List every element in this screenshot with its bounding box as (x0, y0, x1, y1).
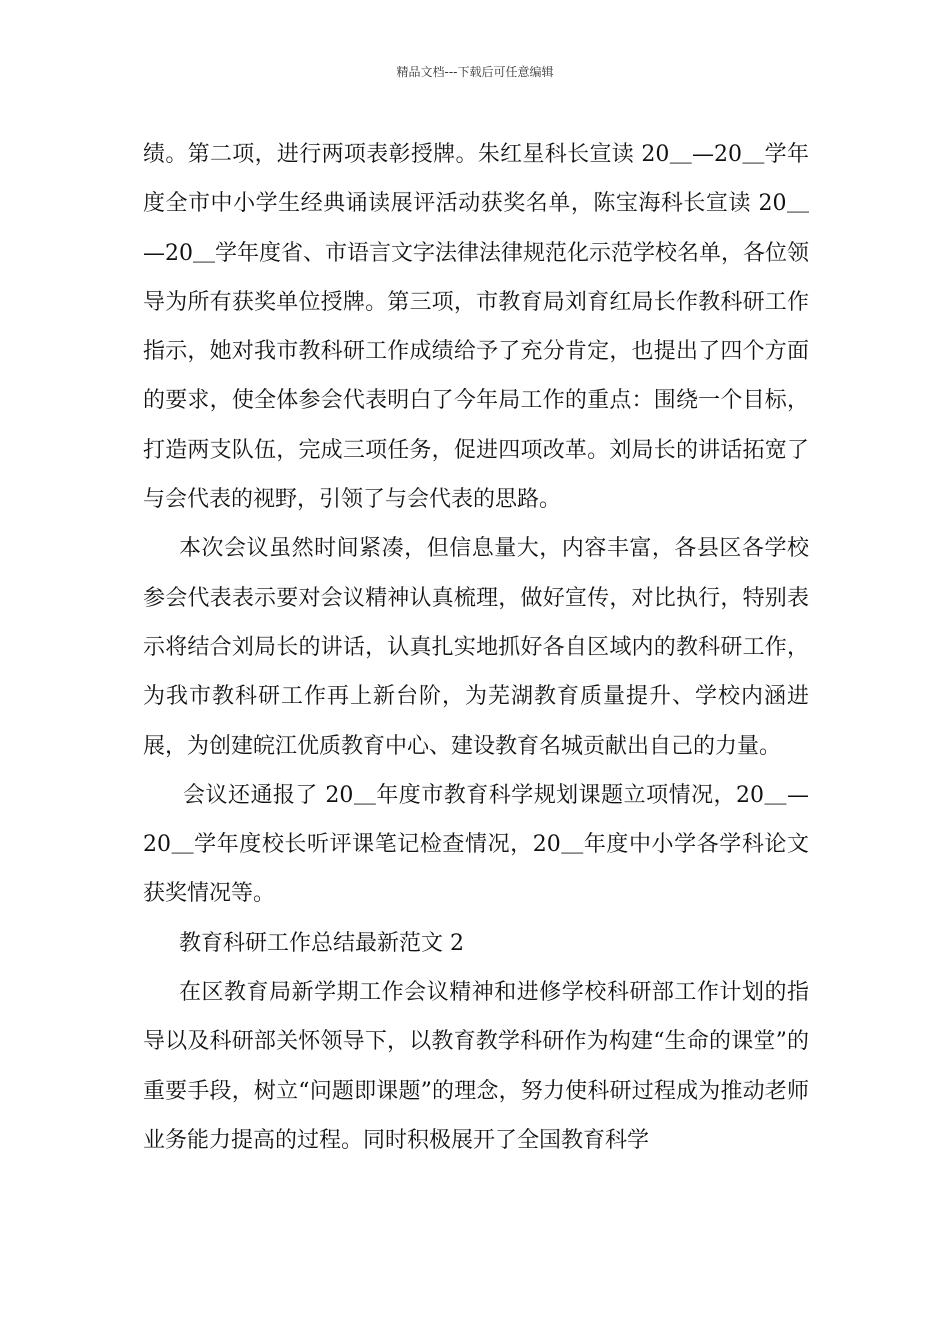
paragraph-meeting-notice: 会议还通报了 20＿年度市教育科学规划课题立项情况，20＿—20＿学年度校长听评课笔记检查情况，20＿年度中小学各学科论文获奖情况等。 (143, 782, 809, 907)
paragraph-meeting-summary: 本次会议虽然时间紧凑，但信息量大，内容丰富，各县区各学校参会代表表示要对会议精神认真梳理，做好宣传，对比执行，特别表示将结合刘局长的讲话，认真扎实地抓好各自区域内的教科研工作，为我市教科研工作再上新台阶，为芜湖教育质量提升、学校内涵进展，为创建皖江优质教育中心、建设教育名城贡献出自己的力量。 (143, 536, 809, 759)
paragraph-section-intro: 在区教育局新学期工作会议精神和进修学校科研部工作计划的指导以及科研部关怀领导下，以教育教学科研作为构建“生命的课堂”的重要手段，树立“问题即课题”的理念，努力使科研过程成为推动老师业务能力提高的过程。同时积极展开了全国教育科学 (143, 980, 809, 1153)
section-heading: 教育科研工作总结最新范文 2 (179, 930, 464, 956)
paragraph-continuation: 绩。第二项，进行两项表彰授牌。朱红星科长宣读 20＿—20＿学年度全市中小学生经典诵读展评活动获奖名单，陈宝海科长宣读 20＿—20＿学年度省、市语言文字法律法律规范化示范学校名单，各位领导为所有获奖单位授牌。第三项，市教育局刘育红局长作教科研工作指示，她对我市教科研工作成绩给予了充分肯定，也提出了四个方面的要求，使全体参会代表明白了今年局工作的重点：围绕一个目标，打造两支队伍，完成三项任务，促进四项改革。刘局长的讲话拓宽了与会代表的视野，引领了与会代表的思路。 (143, 142, 809, 513)
page-header: 精品文档---下载后可任意编辑 (396, 65, 554, 79)
document-body (143, 130, 809, 1165)
